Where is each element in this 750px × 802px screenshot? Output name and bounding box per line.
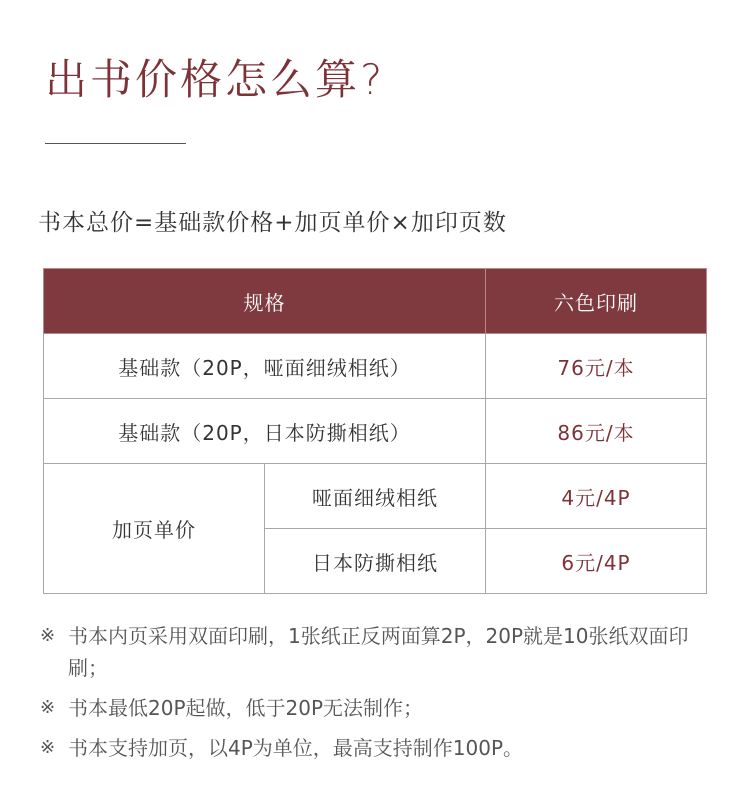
table-header-row — [44, 269, 707, 334]
reference-mark-icon: ※ — [40, 737, 56, 758]
reference-mark-icon: ※ — [40, 625, 56, 646]
title-divider — [45, 143, 186, 144]
base-price-cell: 86元/本 — [486, 399, 707, 464]
price-formula: 书本总价=基础款价格+加页单价×加印页数 — [38, 210, 507, 236]
price-table — [43, 268, 707, 594]
base-spec-cell: 基础款（20P，哑面细绒相纸） — [44, 334, 486, 399]
base-spec-cell: 基础款（20P，日本防撕相纸） — [44, 399, 486, 464]
note-item — [40, 620, 720, 684]
table-row — [44, 334, 707, 399]
extra-price-cell: 4元/4P — [486, 464, 707, 529]
notes-list — [40, 620, 720, 772]
header-spec: 规格 — [44, 269, 486, 334]
note-item — [40, 732, 720, 764]
note-text: 书本内页采用双面印刷，1张纸正反两面算2P，20P就是10张纸双面印刷； — [68, 624, 689, 680]
table-row — [44, 399, 707, 464]
note-text: 书本支持加页，以4P为单位，最高支持制作100P。 — [68, 736, 524, 760]
note-item — [40, 692, 720, 724]
base-price-cell: 76元/本 — [486, 334, 707, 399]
note-text: 书本最低20P起做，低于20P无法制作； — [68, 696, 424, 720]
extra-price-cell: 6元/4P — [486, 529, 707, 594]
header-print: 六色印刷 — [486, 269, 707, 334]
page-title: 出书价格怎么算? — [45, 55, 386, 104]
extra-paper-cell: 日本防撕相纸 — [265, 529, 486, 594]
extra-paper-cell: 哑面细绒相纸 — [265, 464, 486, 529]
table-row — [44, 464, 707, 529]
extra-page-label: 加页单价 — [44, 464, 265, 594]
reference-mark-icon: ※ — [40, 697, 56, 718]
